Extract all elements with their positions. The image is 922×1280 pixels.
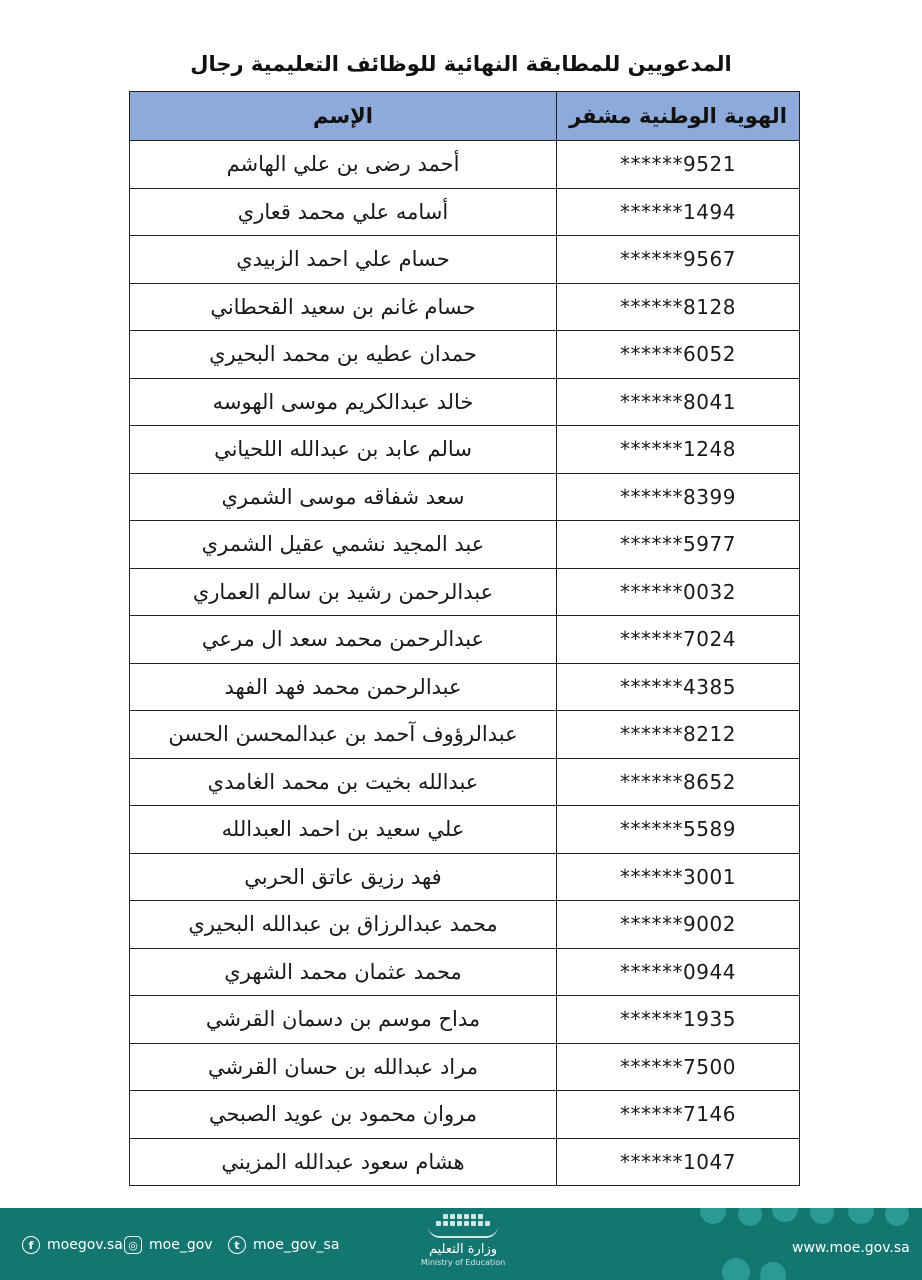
table-row: [130, 1138, 800, 1186]
masked-national-id: ******7146: [557, 1091, 800, 1139]
instagram-icon: ◎: [124, 1236, 142, 1254]
candidates-table: [129, 91, 800, 1186]
decorative-circle: [772, 1208, 798, 1222]
table-row: [130, 236, 800, 284]
table-row: [130, 378, 800, 426]
table-row: [130, 711, 800, 759]
masked-national-id: ******9002: [557, 901, 800, 949]
table-row: [130, 853, 800, 901]
twitter-handle: moe_gov_sa: [253, 1237, 340, 1253]
table-row: [130, 188, 800, 236]
table-row: [130, 948, 800, 996]
footer-band: [0, 1208, 922, 1280]
masked-national-id: ******7024: [557, 616, 800, 664]
facebook-handle: moegov.sa: [47, 1237, 123, 1253]
decorative-circle: [738, 1208, 762, 1226]
masked-national-id: ******5589: [557, 806, 800, 854]
table-header-row: [130, 92, 800, 141]
table-row: [130, 758, 800, 806]
masked-national-id: ******1494: [557, 188, 800, 236]
candidate-name: عبدالرحمن محمد سعد ال مرعي: [130, 616, 557, 664]
masked-national-id: ******1935: [557, 996, 800, 1044]
candidate-name: هشام سعود عبدالله المزيني: [130, 1138, 557, 1186]
candidate-name: عبدالرحمن محمد فهد الفهد: [130, 663, 557, 711]
page-title: المدعويين للمطابقة النهائية للوظائف التعليمية رجال: [190, 52, 732, 76]
table-row: [130, 1091, 800, 1139]
masked-national-id: ******9567: [557, 236, 800, 284]
masked-national-id: ******8399: [557, 473, 800, 521]
table-row: [130, 283, 800, 331]
table-row: [130, 616, 800, 664]
masked-national-id: ******1248: [557, 426, 800, 474]
facebook-icon: f: [22, 1236, 40, 1254]
masked-national-id: ******7500: [557, 1043, 800, 1091]
table-row: [130, 568, 800, 616]
candidate-name: عبد المجيد نشمي عقيل الشمري: [130, 521, 557, 569]
masked-national-id: ******8212: [557, 711, 800, 759]
table-row: [130, 473, 800, 521]
masked-national-id: ******5977: [557, 521, 800, 569]
candidate-name: عبدالله بخيت بن محمد الغامدي: [130, 758, 557, 806]
candidate-name: سالم عابد بن عبدالله اللحياني: [130, 426, 557, 474]
candidate-name: حسام غانم بن سعيد القحطاني: [130, 283, 557, 331]
candidate-name: أسامه علي محمد قعاري: [130, 188, 557, 236]
ministry-logo: [398, 1214, 528, 1267]
table-row: [130, 996, 800, 1044]
twitter-icon: t: [228, 1236, 246, 1254]
instagram-handle: moe_gov: [149, 1237, 213, 1253]
decorative-circle: [810, 1208, 834, 1224]
instagram-link[interactable]: [124, 1236, 213, 1254]
masked-national-id: ******6052: [557, 331, 800, 379]
candidate-name: علي سعيد بن احمد العبدالله: [130, 806, 557, 854]
id-column-header: الهوية الوطنية مشفر: [557, 92, 800, 141]
decorative-circle: [848, 1208, 874, 1224]
name-column-header: الإسم: [130, 92, 557, 141]
facebook-link[interactable]: [22, 1236, 123, 1254]
candidate-name: حمدان عطيه بن محمد البحيري: [130, 331, 557, 379]
masked-national-id: ******4385: [557, 663, 800, 711]
decorative-circle: [760, 1262, 786, 1280]
decorative-circle: [700, 1208, 726, 1224]
candidate-name: عبدالرؤوف آحمد بن عبدالمحسن الحسن: [130, 711, 557, 759]
masked-national-id: ******1047: [557, 1138, 800, 1186]
table-row: [130, 901, 800, 949]
candidate-name: محمد عثمان محمد الشهري: [130, 948, 557, 996]
masked-national-id: ******8652: [557, 758, 800, 806]
candidate-name: سعد شفاقه موسى الشمري: [130, 473, 557, 521]
candidate-name: أحمد رضى بن علي الهاشم: [130, 141, 557, 189]
masked-national-id: ******8128: [557, 283, 800, 331]
candidate-name: خالد عبدالكريم موسى الهوسه: [130, 378, 557, 426]
table-row: [130, 426, 800, 474]
candidate-name: محمد عبدالرزاق بن عبدالله البحيري: [130, 901, 557, 949]
masked-national-id: ******0944: [557, 948, 800, 996]
masked-national-id: ******8041: [557, 378, 800, 426]
decorative-circle: [885, 1208, 909, 1226]
candidate-name: مروان محمود بن عويد الصبحي: [130, 1091, 557, 1139]
table-row: [130, 141, 800, 189]
candidate-name: فهد رزيق عاتق الحربي: [130, 853, 557, 901]
twitter-link[interactable]: [228, 1236, 339, 1254]
decorative-circle: [722, 1258, 750, 1280]
table-row: [130, 521, 800, 569]
table-row: [130, 331, 800, 379]
ministry-logo-icon: [398, 1214, 528, 1226]
candidate-name: عبدالرحمن رشيد بن سالم العماري: [130, 568, 557, 616]
masked-national-id: ******0032: [557, 568, 800, 616]
ministry-name-english: Ministry of Education: [420, 1258, 506, 1267]
candidate-name: مراد عبدالله بن حسان القرشي: [130, 1043, 557, 1091]
website-link[interactable]: www.moe.gov.sa: [792, 1240, 910, 1256]
candidate-name: مداح موسم بن دسمان القرشي: [130, 996, 557, 1044]
table-row: [130, 1043, 800, 1091]
table-row: [130, 663, 800, 711]
table-row: [130, 806, 800, 854]
masked-national-id: ******9521: [557, 141, 800, 189]
candidate-name: حسام علي احمد الزبيدي: [130, 236, 557, 284]
masked-national-id: ******3001: [557, 853, 800, 901]
ministry-name-arabic: وزارة التعليم: [428, 1242, 498, 1257]
